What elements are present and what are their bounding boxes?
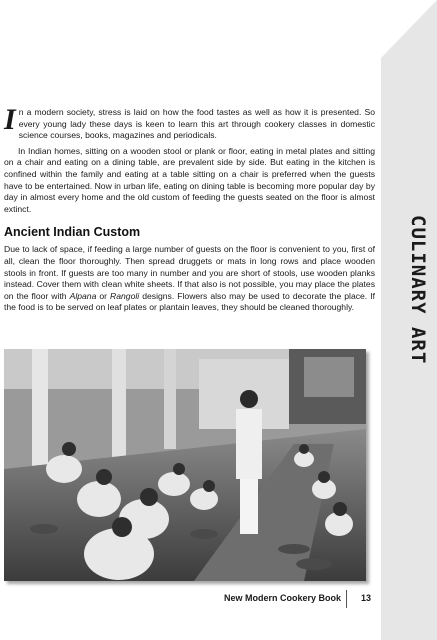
chapter-side-tab <box>375 0 437 640</box>
footer-divider <box>346 590 347 608</box>
chapter-label: CULINARY ART <box>407 215 429 365</box>
paragraph-2: In Indian homes, sitting on a wooden stool or plank or floor, eating in metal plates and sitting on a chair and eating on a dining table, are prevalent side by side. But eating in the kitchen is confined within the family and eating at a table sitting on a chair is preferred when the guests have to be entertained. Now in urban life, eating on dining table is becoming more popular day by day in almost every home and the old custom of feeding the guests seated on the floor is almost extinct. <box>4 145 375 214</box>
drop-cap: I <box>4 103 16 136</box>
rangoli-term: Rangoli <box>110 290 140 301</box>
or-word: or <box>96 290 111 301</box>
dining-hall-photo <box>4 349 366 581</box>
section-text-after: designs. Flowers also may be used to decorate the place. If the food is to be served on leaf plates or plantain leaves, they should be cleaned thoroughly. <box>4 290 375 313</box>
book-title: New Modern Cookery Book <box>223 593 341 603</box>
section-paragraph <box>4 244 375 314</box>
intro-text: n a modern society, stress is laid on how the food tastes as well as how it is presented. So every young lady these days is keen to learn this art through cookery classes in domestic science courses, books, magazines and periodicals. <box>18 107 375 141</box>
alpana-term: Alpana <box>69 290 97 301</box>
body-text <box>4 103 375 314</box>
section-heading: Ancient Indian Custom <box>4 225 141 240</box>
section-text-before: Due to lack of space, if feeding a large number of guests on the floor is convenient to you, first of all, clean the floor thoroughly. Then spread druggets or mats in long rows and place wooden stools in front. If guests are too many in number and you are short of stools, use wooden planks instead. Cover them with clean white sheets. If that also is not possible, you may place the plates on the floor with <box>4 244 375 301</box>
intro-paragraph <box>4 103 375 142</box>
photo-image <box>4 349 366 581</box>
page-number: 13 <box>360 593 371 603</box>
page-footer <box>0 588 375 610</box>
